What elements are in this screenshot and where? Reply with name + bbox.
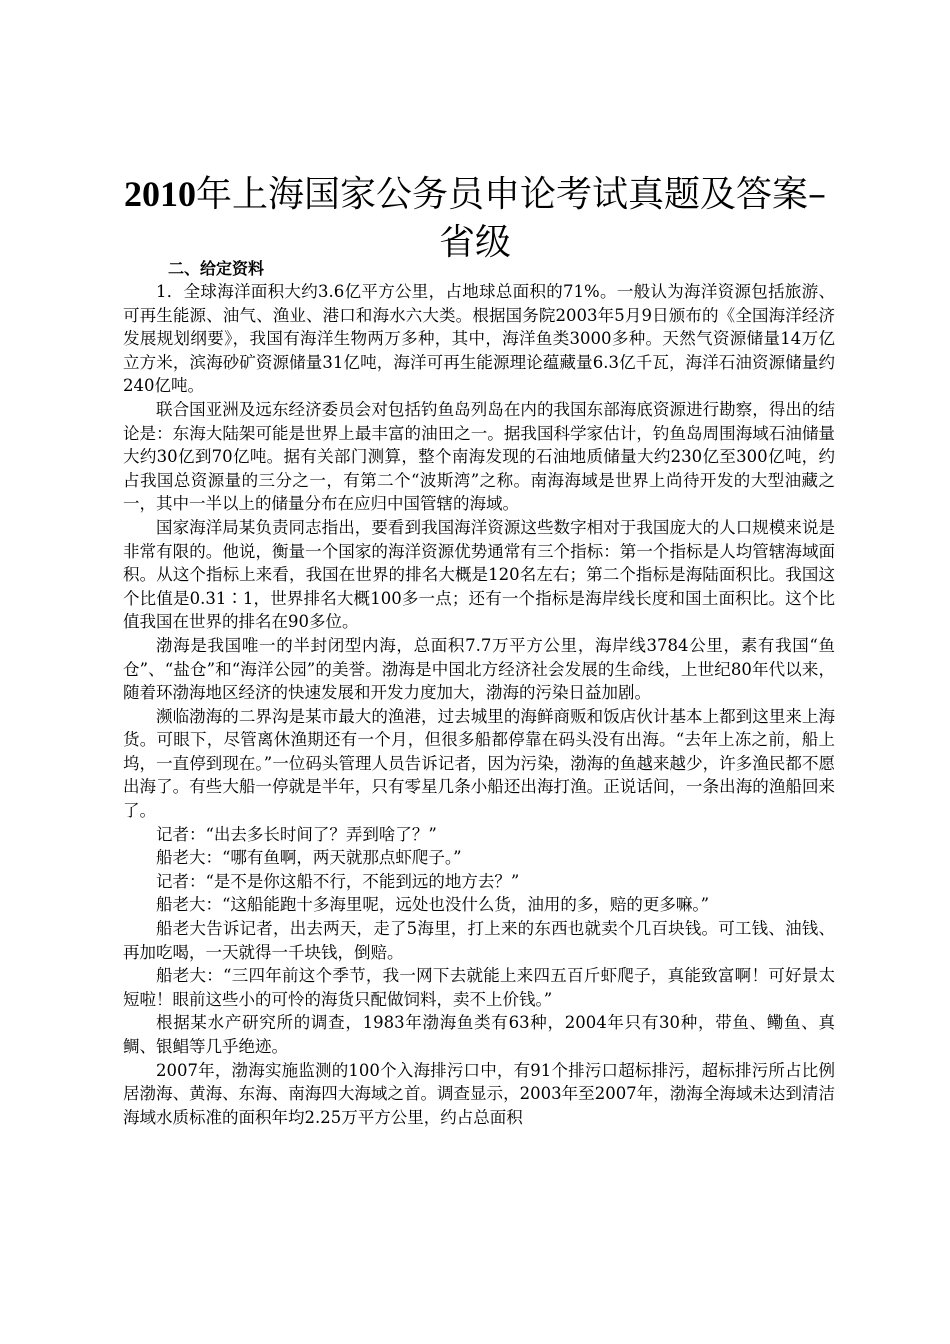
paragraph: 濒临渤海的二界沟是某市最大的渔港，过去城里的海鲜商贩和饭店伙计基本上都到这里来上海货。可眼下，尽管离休渔期还有一个月，但很多船都停靠在码头没有出海。“去年上冻之前，船上坞，一直停到现在。”一位码头管理人员告诉记者，因为污染，渤海的鱼越来越少，许多渔民都不愿出海了。有些大船一停就是半年，只有零星几条小船还出海打渔。正说话间，一条出海的渔船回来了。: [123, 706, 835, 821]
dialogue-line: 船老大：“三四年前这个季节，我一网下去就能上来四五百斤虾爬子，真能致富啊！可好景太短啦！眼前这些小的可怜的海货只配做饲料，卖不上价钱。”: [123, 966, 835, 1009]
paragraph: 联合国亚洲及远东经济委员会对包括钓鱼岛列岛在内的我国东部海底资源进行勘察，得出的结论是：东海大陆架可能是世界上最丰富的油田之一。据我国科学家估计，钓鱼岛周围海域石油储量大约30亿到70亿吨。据有关部门测算，整个南海发现的石油地质储量大约230亿至300亿吨，约占我国总资源量的三分之一，有第二个“波斯湾”之称。南海海域是世界上尚待开发的大型油藏之一，其中一半以上的储量分布在应归中国管辖的海域。: [123, 399, 835, 514]
title-text: 年上海国家公务员申论考试真题及答案–省级: [195, 174, 826, 263]
paragraph: 1．全球海洋面积大约3.6亿平方公里，占地球总面积的71%。一般认为海洋资源包括旅游、可再生能源、油气、渔业、港口和海水六大类。根据国务院2003年5月9日颁布的《全国海洋经济发展规划纲要》，我国有海洋生物两万多种，其中，海洋鱼类3000多种。天然气资源储量14万亿立方米，滨海砂矿资源储量31亿吨，海洋可再生能源理论蕴藏量6.3亿千瓦，海洋石油资源储量约240亿吨。: [123, 282, 835, 396]
dialogue-line: 记者：“出去多长时间了？弄到啥了？”: [156, 824, 437, 844]
dialogue-line: 船老大：“哪有鱼啊，两天就那点虾爬子。”: [156, 848, 462, 868]
document-title: [110, 170, 840, 267]
paragraph: 2007年，渤海实施监测的100个入海排污口中，有91个排污口超标排污，超标排污所占比例居渤海、黄海、东海、南海四大海域之首。调查显示，2003年至2007年，渤海全海域未达到清洁海域水质标准的面积年均2.25万平方公里，约占总面积: [123, 1060, 835, 1127]
paragraph: 船老大告诉记者，出去两天，走了5海里，打上来的东西也就卖个几百块钱。可工钱、油钱、再加吃喝，一天就得一千块钱，倒赔。: [123, 919, 835, 962]
body-text: [123, 280, 835, 1129]
dialogue-line: 船老大：“这船能跑十多海里呢，远处也没什么货，油用的多，赔的更多嘛。”: [156, 895, 710, 915]
dialogue-line: 记者：“是不是你这船不行，不能到远的地方去？”: [156, 871, 520, 891]
title-year: 2010: [123, 174, 196, 214]
paragraph: 根据某水产研究所的调查，1983年渤海鱼类有63种，2004年只有30种，带鱼、鳓鱼、真鲷、银鲳等几乎绝迹。: [123, 1013, 835, 1056]
paragraph: 渤海是我国唯一的半封闭型内海，总面积7.7万平方公里，海岸线3784公里，素有我国“鱼仓”、“盐仓”和“海洋公园”的美誉。渤海是中国北方经济社会发展的生命线，上世纪80年代以来，随着环渤海地区经济的快速发展和开发力度加大，渤海的污染日益加剧。: [123, 635, 835, 703]
paragraph: 国家海洋局某负责同志指出，要看到我国海洋资源这些数字相对于我国庞大的人口规模来说是非常有限的。他说，衡量一个国家的海洋资源优势通常有三个指标：第一个指标是人均管辖海域面积。从这个指标上来看，我国在世界的排名大概是120名左右；第二个指标是海陆面积比。我国这个比值是0.31∶1，世界排名大概100多一点；还有一个指标是海岸线长度和国土面积比。这个比值我国在世界的排名在90多位。: [123, 517, 835, 632]
section-heading: 二、给定资料: [168, 259, 265, 278]
